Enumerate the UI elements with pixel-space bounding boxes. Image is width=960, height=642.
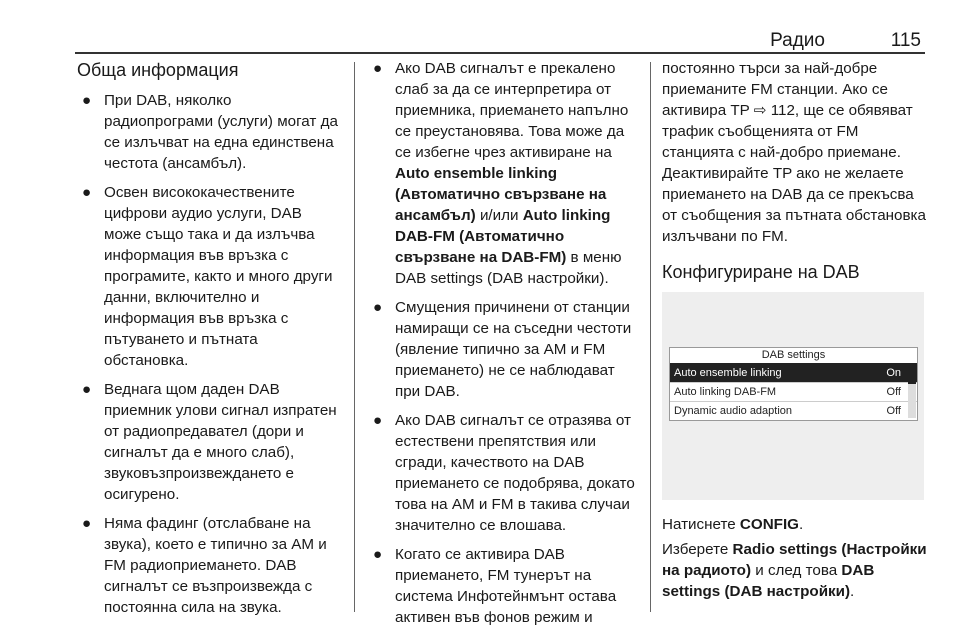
- header-rule: [75, 52, 925, 54]
- menu-option-auto-ensemble: Auto ensemble linking (Автоматично свързване на ансамбъл): [395, 165, 607, 224]
- column-1: [77, 58, 339, 626]
- menu-row-auto-linking-dab-fm: [670, 382, 917, 401]
- list-item: ● Когато се активира DAB приемането, FM тунерът на система Инфотейнмънт остава активен във фонов режим и: [373, 546, 617, 626]
- menu-row-auto-ensemble-linking: [670, 363, 917, 382]
- list-item: ● Смущения причинени от станции намиращи се на съседни честоти (явление типично за AM и FM приемането) не се наблюдават при DAB.: [373, 299, 632, 400]
- section-heading: Обща информация: [77, 60, 239, 80]
- scrollbar-thumb: [908, 364, 916, 384]
- section-title: Радио: [770, 30, 825, 51]
- menu-row-dynamic-audio-adaption: [670, 401, 917, 420]
- menu-row-label: Dynamic audio adaption: [674, 405, 793, 417]
- bullet-icon: ●: [373, 412, 383, 429]
- menu-row-value: Off: [886, 405, 901, 417]
- bullet-icon: ●: [82, 184, 92, 201]
- menu-row-value: On: [886, 367, 901, 379]
- bullet-icon: ●: [82, 381, 92, 398]
- continued-paragraph: постоянно търси за най-добре приеманите FM станции. Ако се активира TP ⇨ 112, ще се обявяват трафик съобщенията от FM станцията с най-добро приемане. Деактивирайте TP ако не желаете приемането на DAB да се прекъсва от съобщения за пътната обстановка излъчвани по FM.: [662, 60, 926, 245]
- column-2: [368, 58, 636, 636]
- page-reference: 112: [770, 102, 795, 119]
- panel-title: DAB settings: [761, 349, 826, 361]
- scrollbar: [908, 364, 916, 418]
- page-number: 115: [890, 30, 921, 51]
- instruction-paragraph: Изберете Radio settings (Настройки на радиото) и след това DAB settings (DAB настройки).: [662, 541, 927, 600]
- list-item: ● Освен висококачествените цифрови аудио услуги, DAB може също така и да излъчва информация във връзка с програмите, както и много други данни, включително и информация във връзка с пътуването и пътната обстановка.: [82, 184, 333, 369]
- bullet-icon: ●: [82, 515, 92, 532]
- dab-settings-screenshot: [662, 292, 924, 500]
- column-3: [662, 58, 930, 606]
- column-divider: [354, 62, 355, 612]
- section-heading: Конфигуриране на DAB: [662, 262, 860, 282]
- menu-row-value: Off: [886, 386, 901, 398]
- page-reference-arrow-icon: ⇨: [753, 101, 767, 119]
- menu-name-dab-settings: DAB settings (DAB настройки): [662, 562, 875, 600]
- list-item: ● Ако DAB сигналът е прекалено слаб за да се интерпретира от приемника, приемането напълно се преустановява. Това може да се избегне чрез активиране на Auto ensemble linking (Автоматично свързване на ансамбъл) и/или Auto linking DAB-FM (Автоматично свързване на DAB-FM) в меню DAB settings (DAB настройки).: [373, 60, 629, 287]
- list-item: ● При DAB, няколко радиопрограми (услуги) могат да се излъчват на една единствена честота (ансамбъл).: [82, 92, 338, 172]
- list-item: ● Няма фадинг (отслабване на звука), което е типично за AM и FM радиоприемането. DAB сигналът се възпроизвежда с постоянна сила на звука.: [82, 515, 327, 616]
- instruction-paragraph: Натиснете CONFIG.: [662, 516, 804, 533]
- menu-option-auto-linking: Auto linking DAB-FM (Автоматично свързване на DAB-FM): [395, 207, 611, 266]
- column-divider: [650, 62, 651, 612]
- menu-row-label: Auto ensemble linking: [674, 367, 782, 379]
- menu-name-radio-settings: Radio settings (Настройки на радиото): [662, 541, 927, 579]
- bullet-list: [368, 58, 636, 628]
- page-header: [75, 30, 925, 52]
- bullet-icon: ●: [82, 92, 92, 109]
- bullet-icon: ●: [373, 60, 383, 77]
- bullet-list: [77, 90, 339, 618]
- button-name-config: CONFIG: [739, 516, 799, 533]
- bullet-icon: ●: [373, 299, 383, 316]
- list-item: ● Веднага щом даден DAB приемник улови сигнал изпратен от радиопредавател (дори и сигналът да е много слаб), звуковъзпроизвеждането е осигурено.: [82, 381, 337, 503]
- menu-row-label: Auto linking DAB-FM: [674, 386, 777, 398]
- bullet-icon: ●: [373, 546, 383, 563]
- dab-settings-panel: [669, 347, 918, 421]
- list-item: ● Ако DAB сигналът се отразява от естествени препятствия или сгради, качеството на DAB приемането се подобрява, докато това на AM и FM в такива случаи значително се влошава.: [373, 412, 635, 534]
